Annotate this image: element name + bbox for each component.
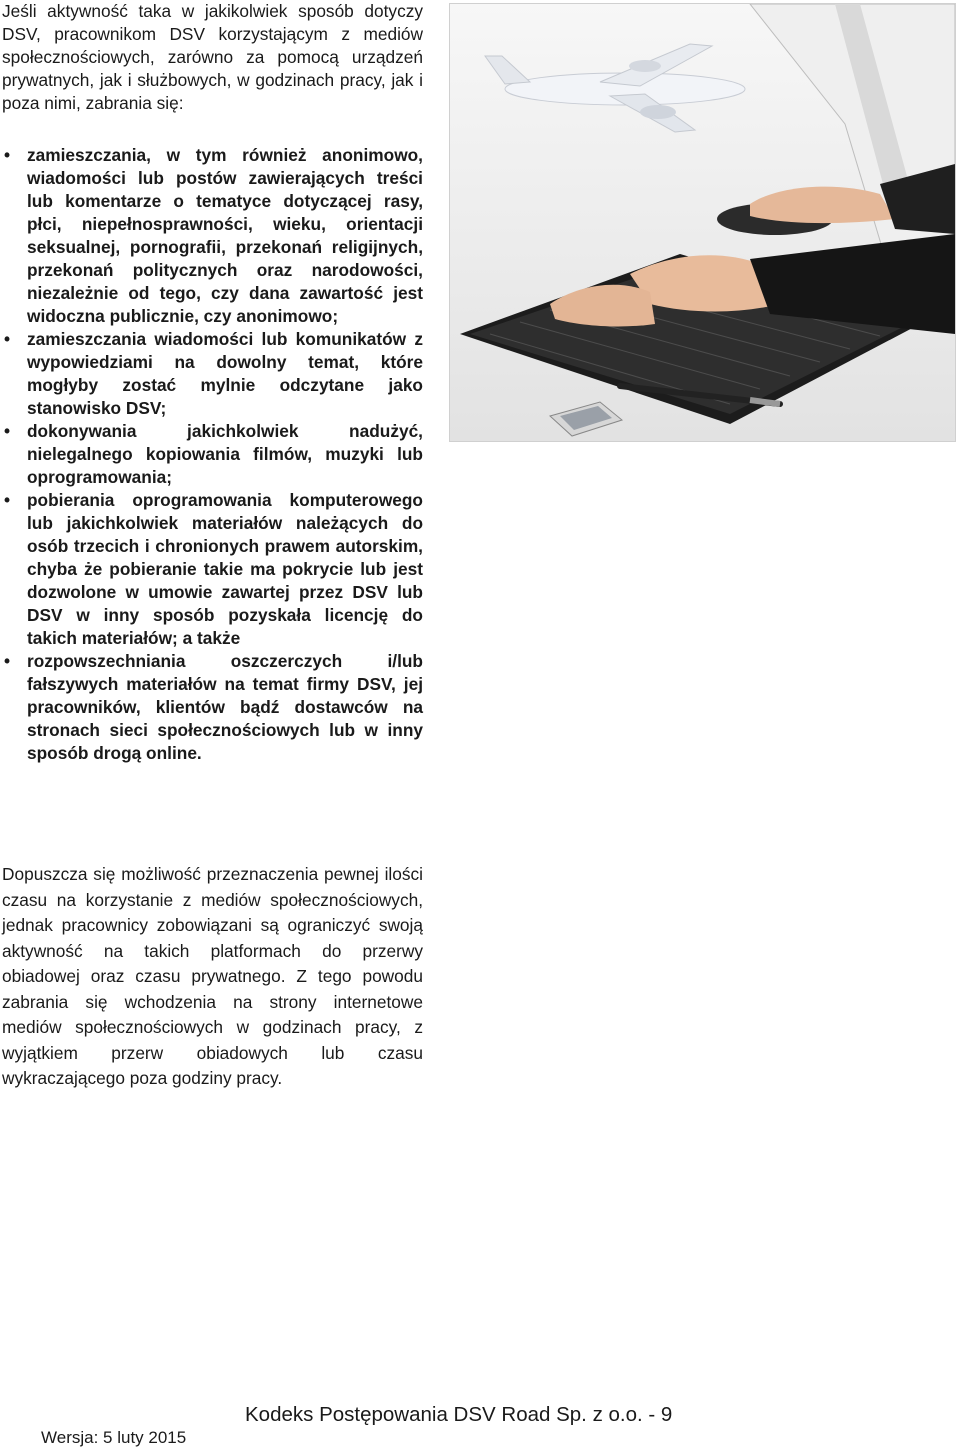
bullet-icon: • bbox=[4, 145, 11, 165]
list-item-text: zamieszczania wiadomości lub komunikatów z wypowiedziami na dowolny temat, które mogłyby zostać mylnie odczytane jako stanowisko DSV; bbox=[27, 329, 423, 418]
airplane-icon bbox=[485, 44, 745, 132]
list-item-text: zamieszczania, w tym również anonimowo, wiadomości lub postów zawierających treści lub komentarze o tematyce dotyczącej rasy, płci, niepełnosprawności, wieku, orientacji seksualnej, pornografii, przekonań religijnych, przekonań politycznych oraz narodowości, niezależnie od tego, czy dana zawartość jest widoczna publicznie, czy anonimowo; bbox=[27, 145, 423, 326]
footer-version: Wersja: 5 luty 2015 bbox=[41, 1428, 187, 1447]
bullet-icon: • bbox=[4, 421, 11, 441]
phone-icon bbox=[550, 402, 622, 436]
bullet-icon: • bbox=[4, 329, 11, 349]
bullet-icon: • bbox=[4, 651, 11, 671]
prohibition-list bbox=[2, 144, 423, 765]
list-item bbox=[2, 489, 423, 650]
footer-title: Kodeks Postępowania DSV Road Sp. z o.o. - 9 bbox=[245, 1403, 673, 1426]
list-item bbox=[2, 420, 423, 489]
office-photo bbox=[449, 3, 956, 442]
list-item-text: rozpowszechniania oszczerczych i/lub fałszywych materiałów na temat firmy DSV, jej pracowników, klientów bądź dostawców na stronach sieci społecznościowych lub w inny sposób drogą online. bbox=[27, 651, 423, 763]
list-item bbox=[2, 650, 423, 765]
list-item-text: dokonywania jakichkolwiek nadużyć, nielegalnego kopiowania filmów, muzyki lub oprogramowania; bbox=[27, 421, 423, 487]
bullet-icon: • bbox=[4, 490, 11, 510]
list-item-text: pobierania oprogramowania komputerowego lub jakichkolwiek materiałów należących do osób trzecich i chronionych prawem autorskim, chyba że pobieranie takie ma pokrycie lub jest dozwolone w umowie zawartej przez DSV lub DSV w inny sposób pozyskała licencję do takich materiałów; a także bbox=[27, 490, 423, 648]
mouse-hand-icon bbox=[717, 164, 955, 235]
intro-paragraph: Jeśli aktywność taka w jakikolwiek sposób dotyczy DSV, pracownikom DSV korzystającym z mediów społecznościowych, zarówno za pomocą urządzeń prywatnych, jak i służbowych, w godzinach pracy, jak i poza nimi, zabrania się: bbox=[2, 1, 423, 113]
list-item bbox=[2, 144, 423, 328]
list-item bbox=[2, 328, 423, 420]
time-paragraph: Dopuszcza się możliwość przeznaczenia pewnej ilości czasu na korzystanie z mediów społecznościowych, jednak pracownicy zobowiązani są ograniczyć swoją aktywność na takich platformach do przerwy obiadowej oraz czasu prywatnego. Z tego powodu zabrania się wchodzenia na strony internetowe mediów społecznościowych w godzinach pracy, z wyjątkiem przerw obiadowych lub czasu wykraczającego poza godziny pracy. bbox=[2, 864, 423, 1088]
office-keyboard-illustration bbox=[450, 4, 955, 441]
